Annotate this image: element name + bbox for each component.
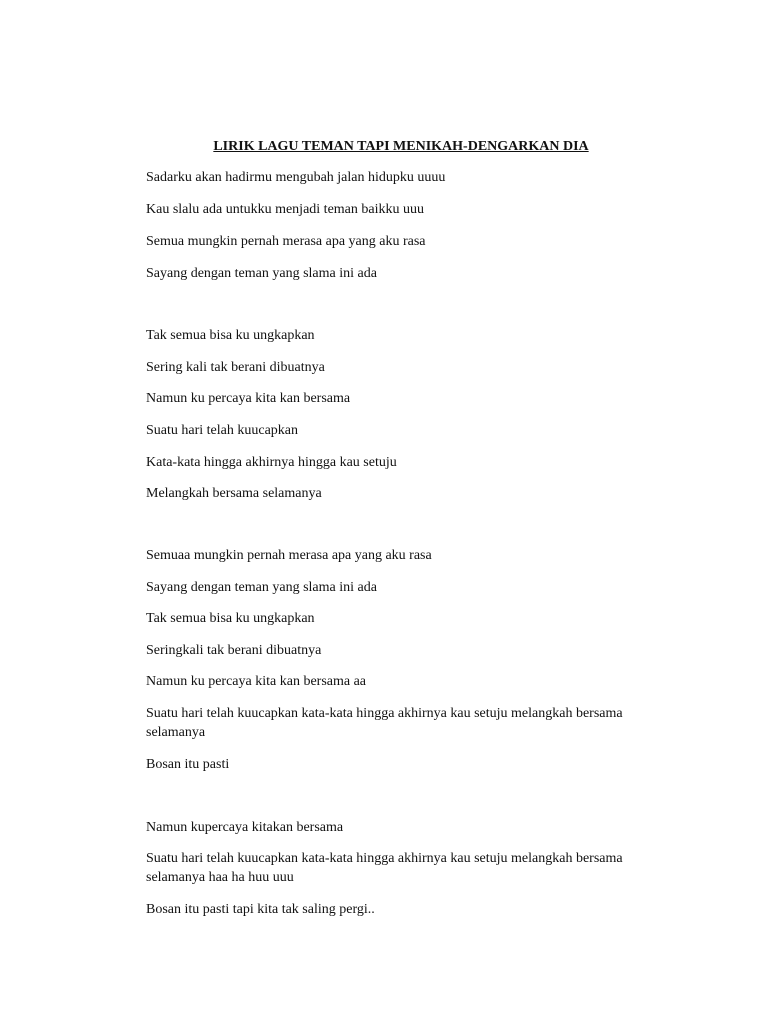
lyric-line: Namun kupercaya kitakan bersama xyxy=(146,820,344,835)
lyric-line: Namun ku percaya kita kan bersama aa xyxy=(146,674,367,689)
lyric-line: Bosan itu pasti xyxy=(146,757,230,772)
lyric-line: Suatu hari telah kuucapkan kata-kata hingga akhirnya kau setuju melangkah bersama selamanya xyxy=(146,706,623,740)
lyric-line: Tak semua bisa ku ungkapkan xyxy=(146,328,315,343)
lyric-line: Sayang dengan teman yang slama ini ada xyxy=(146,580,377,595)
lyric-line: Kau slalu ada untukku menjadi teman baikku uuu xyxy=(146,202,424,217)
lyric-line: Bosan itu pasti tapi kita tak saling pergi.. xyxy=(146,902,375,917)
lyric-line: Semuaa mungkin pernah merasa apa yang aku rasa xyxy=(146,548,432,563)
lyric-line: Sayang dengan teman yang slama ini ada xyxy=(146,266,377,281)
lyric-line: Melangkah bersama selamanya xyxy=(146,486,322,501)
lyric-line: Sadarku akan hadirmu mengubah jalan hidupku uuuu xyxy=(146,170,446,185)
document-title: LIRIK LAGU TEMAN TAPI MENIKAH-DENGARKAN DIA xyxy=(213,139,589,154)
lyric-line: Suatu hari telah kuucapkan kata-kata hingga akhirnya kau setuju melangkah bersama selamanya haa ha huu uuu xyxy=(146,851,623,885)
lyric-line: Tak semua bisa ku ungkapkan xyxy=(146,611,315,626)
lyric-line: Namun ku percaya kita kan bersama xyxy=(146,391,351,406)
lyric-line: Seringkali tak berani dibuatnya xyxy=(146,643,322,658)
lyric-line: Semua mungkin pernah merasa apa yang aku rasa xyxy=(146,234,426,249)
lyric-line: Sering kali tak berani dibuatnya xyxy=(146,360,325,375)
lyric-line: Suatu hari telah kuucapkan xyxy=(146,423,299,438)
lyric-line: Kata-kata hingga akhirnya hingga kau setuju xyxy=(146,455,397,470)
